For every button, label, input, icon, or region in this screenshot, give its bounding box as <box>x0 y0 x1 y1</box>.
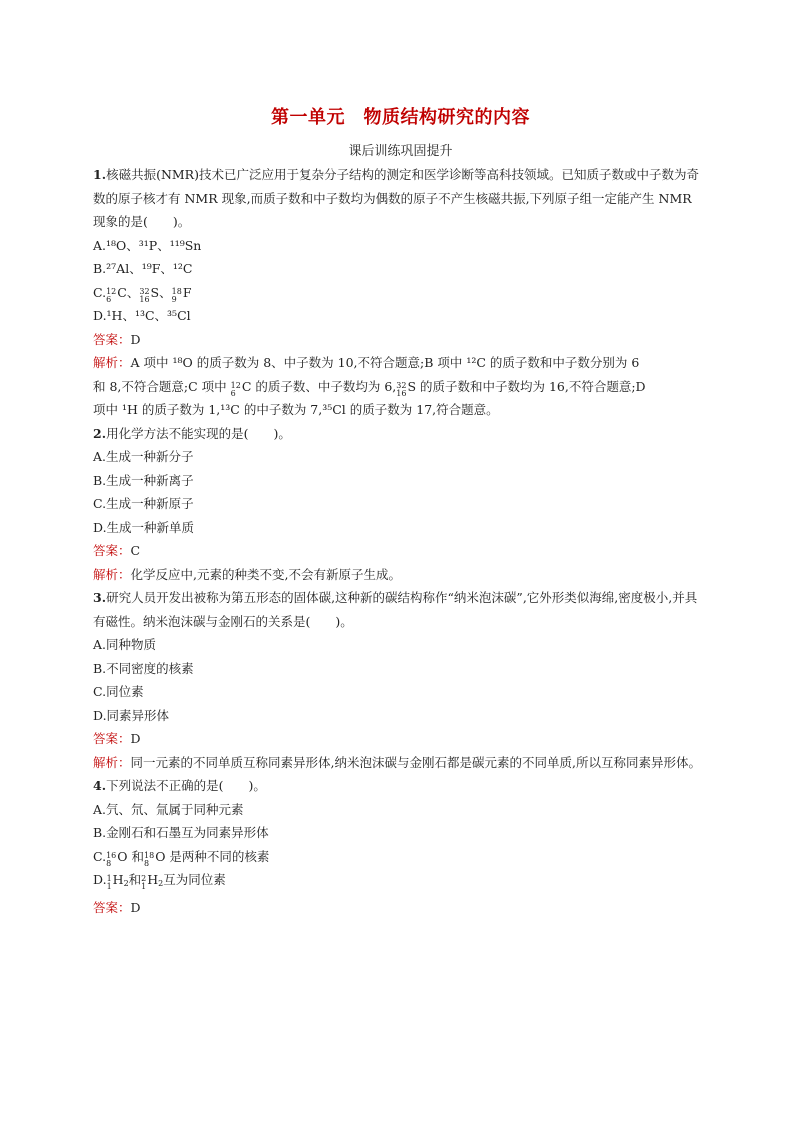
analysis-label: 解析： <box>93 754 131 770</box>
question-3-stem <box>93 586 708 633</box>
subscript: 2 <box>123 879 129 888</box>
question-2-stem <box>93 422 708 446</box>
option-a: A.¹⁸O、³¹P、¹¹⁹Sn <box>93 237 202 253</box>
analysis-text: S 的质子数和中子数均为 16,不符合题意;D <box>407 378 646 394</box>
option-letter: D. <box>93 872 107 887</box>
option-c <box>93 845 708 869</box>
question-number: 1. <box>93 167 107 182</box>
option-d: D.生成一种新单质 <box>93 519 195 535</box>
element-symbol: H <box>147 872 159 887</box>
isotope-notation <box>106 852 116 868</box>
answer-line <box>93 896 708 920</box>
worksheet <box>93 105 708 919</box>
isotope-notation <box>172 288 182 304</box>
atomic-number: 1 <box>141 882 147 891</box>
element-symbol: H <box>112 872 124 887</box>
isotope-notation <box>144 852 154 868</box>
option-c <box>93 281 708 305</box>
isotope-notation <box>396 382 406 398</box>
mass-number: 18 <box>144 850 155 860</box>
question-text: 下列说法不正确的是( )。 <box>106 778 266 793</box>
isotope-notation <box>231 382 241 398</box>
option-b: B.生成一种新离子 <box>93 472 194 488</box>
question-number: 2. <box>93 425 107 441</box>
analysis-text: 和 8,不符合题意;C 项中 <box>93 378 231 394</box>
mass-number: 2 <box>141 874 147 883</box>
option-d: D.同素异形体 <box>93 707 170 723</box>
option-d: D.¹H、¹³C、³⁵Cl <box>93 308 191 323</box>
option-a: A.氕、氘、氚属于同种元素 <box>93 801 244 817</box>
option-text: 和 <box>128 872 142 887</box>
question-text: 研究人员开发出被称为第五形态的固体碳,这种新的碳结构称作“纳米泡沫碳”,它外形类似海绵,密度极小,并具有磁性。纳米泡沫碳与金刚石的关系是( )。 <box>93 590 698 629</box>
atomic-number: 16 <box>396 388 407 398</box>
isotope-notation <box>141 875 146 891</box>
analysis-line <box>93 351 708 375</box>
option-c: C.同位素 <box>93 684 144 699</box>
option-letter: C. <box>93 848 107 864</box>
analysis-label: 解析： <box>93 566 131 582</box>
question-number: 4. <box>93 778 107 793</box>
element-symbol: S、 <box>150 284 172 300</box>
isotope-notation <box>107 875 112 891</box>
question-4-stem <box>93 774 708 798</box>
answer-value: C <box>130 543 141 558</box>
isotope-notation <box>139 288 149 304</box>
option-letter: C. <box>93 284 107 300</box>
answer-value: D <box>130 331 141 347</box>
subscript: 2 <box>158 879 164 888</box>
option-a: A.生成一种新分子 <box>93 449 194 464</box>
mass-number: 1 <box>106 874 112 883</box>
answer-label: 答案： <box>93 543 131 558</box>
analysis-text: C 的质子数、中子数均为 6, <box>241 378 397 394</box>
option-a: A.同种物质 <box>93 637 157 652</box>
mass-number: 32 <box>139 286 150 296</box>
answer-label: 答案： <box>93 731 131 746</box>
mass-number: 16 <box>106 850 117 860</box>
atomic-number: 1 <box>106 882 112 891</box>
analysis-label: 解析： <box>93 355 131 370</box>
option-b: B.²⁷Al、¹⁹F、¹²C <box>93 261 193 276</box>
element-symbol: C、 <box>117 284 140 300</box>
answer-line <box>93 539 708 563</box>
isotope-notation <box>106 288 116 304</box>
page-title: 第一单元 物质结构研究的内容 <box>271 107 530 128</box>
mass-number: 12 <box>106 286 117 296</box>
answer-label: 答案： <box>93 899 131 915</box>
analysis-line <box>93 375 708 399</box>
question-1-stem <box>93 163 708 234</box>
option-text: 互为同位素 <box>163 872 226 887</box>
mass-number: 32 <box>396 380 407 390</box>
atomic-number: 6 <box>106 294 112 304</box>
option-c: C.生成一种新原子 <box>93 496 194 511</box>
question-text: 用化学方法不能实现的是( )。 <box>106 425 291 441</box>
answer-value: D <box>130 731 141 746</box>
element-symbol: F <box>182 284 192 300</box>
analysis-text: 同一元素的不同单质互称同素异形体,纳米泡沫碳与金刚石都是碳元素的不同单质,所以互称同素异形体。 <box>130 754 701 770</box>
answer-line <box>93 727 708 751</box>
question-text: 核磁共振(NMR)技术已广泛应用于复杂分子结构的测定和医学诊断等高科技领域。已知质子数或中子数为奇数的原子核才有 NMR 现象,而质子数和中子数均为偶数的原子不产生核磁共振,下列原子组一定能产生 NMR 现象的是( )。 <box>93 167 699 229</box>
analysis-line: 项中 ¹H 的质子数为 1,¹³C 的中子数为 7,³⁵Cl 的质子数为 17,符合题意。 <box>93 402 499 417</box>
answer-line <box>93 328 708 352</box>
atomic-number: 8 <box>144 858 150 868</box>
atomic-number: 8 <box>106 858 112 868</box>
mass-number: 18 <box>171 286 182 296</box>
option-b: B.不同密度的核素 <box>93 660 194 676</box>
section-subtitle: 课后训练巩固提升 <box>348 144 453 159</box>
option-b: B.金刚石和石墨互为同素异形体 <box>93 825 269 840</box>
option-d <box>93 868 708 896</box>
analysis-text: 化学反应中,元素的种类不变,不会有新原子生成。 <box>130 566 401 582</box>
element-symbol: O 和 <box>117 848 145 864</box>
answer-label: 答案： <box>93 331 131 347</box>
element-symbol: O 是两种不同的核素 <box>155 848 270 864</box>
atomic-number: 16 <box>139 294 150 304</box>
analysis-text: A 项中 ¹⁸O 的质子数为 8、中子数为 10,不符合题意;B 项中 ¹²C 的质子数和中子数分别为 6 <box>130 355 640 370</box>
atomic-number: 6 <box>230 388 236 398</box>
question-number: 3. <box>93 590 107 605</box>
analysis-line <box>93 751 708 775</box>
analysis-line <box>93 563 708 587</box>
answer-value: D <box>130 899 141 915</box>
atomic-number: 9 <box>171 294 177 304</box>
mass-number: 12 <box>230 380 241 390</box>
